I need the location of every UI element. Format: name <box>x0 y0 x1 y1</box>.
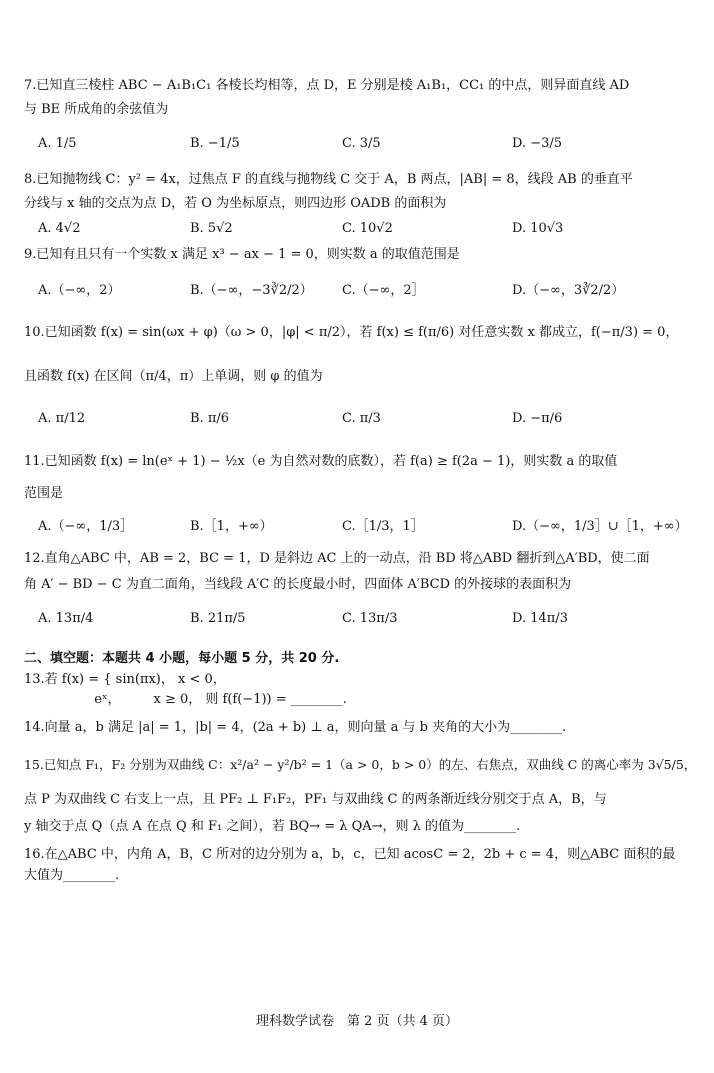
q11-stem-line1: 11.已知函数 f(x) = ln(eˣ + 1) − ½x（e 为自然对数的底数），若 f(a) ≥ f(2a − 1)，则实数 a 的取值 <box>24 454 618 469</box>
q9-option-c: C.（−∞，2］ <box>342 283 425 298</box>
q8-options <box>38 218 678 240</box>
q7-option-b: B. −1/5 <box>190 136 240 151</box>
q7-option-a: A. 1/5 <box>38 136 77 151</box>
page-footer: 理科数学试卷 第 2 页（共 4 页） <box>255 1014 459 1029</box>
q7-option-c: C. 3/5 <box>342 136 381 151</box>
q13-stem-line2: eˣ， x ≥ 0， 则 f(f(−1)) = ________. <box>24 692 347 707</box>
q12-options <box>38 608 678 630</box>
q15-stem-line2: 点 P 为双曲线 C 右支上一点，且 PF₂ ⊥ F₁F₂，PF₁ 与双曲线 C 的两条渐近线分别交于点 A，B，与 <box>24 792 607 807</box>
q8-stem-line2: 分线与 x 轴的交点为点 D，若 O 为坐标原点，则四边形 OADB 的面积为 <box>24 196 447 211</box>
q12-option-b: B. 21π/5 <box>190 611 246 626</box>
q12-option-c: C. 13π/3 <box>342 611 398 626</box>
q16-stem-line1: 16.在△ABC 中，内角 A，B，C 所对的边分别为 a，b，c，已知 acosC = 2，2b + c = 4，则△ABC 面积的最 <box>24 847 676 862</box>
q7-stem-line1: 7.已知直三棱柱 ABC − A₁B₁C₁ 各棱长均相等，点 D，E 分别是棱 A₁B₁，CC₁ 的中点，则异面直线 AD <box>24 78 630 93</box>
q15-stem-line3: y 轴交于点 Q（点 A 在点 Q 和 F₁ 之间），若 BQ→ = λ QA→，则 λ 的值为________. <box>24 819 521 834</box>
q13-stem-line1: 13.若 f(x) = { sin(πx)， x < 0， <box>24 672 226 687</box>
q9-option-b: B.（−∞，−3∛2/2） <box>190 283 313 298</box>
q12-option-d: D. 14π/3 <box>512 611 568 626</box>
q11-options <box>38 516 688 538</box>
q9-option-d: D.（−∞，3∛2/2） <box>512 283 625 298</box>
q14-stem: 14.向量 a，b 满足 |a| = 1，|b| = 4，(2a + b) ⊥ a，则向量 a 与 b 夹角的大小为________. <box>24 720 567 735</box>
q9-options <box>38 280 678 302</box>
q12-stem-line2: 角 A′ − BD − C 为直二面角，当线段 A′C 的长度最小时，四面体 A′BCD 的外接球的表面积为 <box>24 577 572 592</box>
q9-stem-line1: 9.已知有且只有一个实数 x 满足 x³ − ax − 1 = 0，则实数 a 的取值范围是 <box>24 247 460 262</box>
q16-stem-line2: 大值为________. <box>24 868 120 883</box>
q10-option-d: D. −π/6 <box>512 411 563 426</box>
q8-stem-line1: 8.已知抛物线 C：y² = 4x，过焦点 F 的直线与抛物线 C 交于 A，B 两点，|AB| = 8，线段 AB 的垂直平 <box>24 172 633 187</box>
q11-option-a: A.（−∞，1/3］ <box>38 519 134 534</box>
q8-option-d: D. 10√3 <box>512 221 564 236</box>
q8-option-a: A. 4√2 <box>38 221 81 236</box>
q9-option-a: A.（−∞，2） <box>38 283 121 298</box>
q7-option-d: D. −3/5 <box>512 136 563 151</box>
q11-option-c: C.［1/3，1］ <box>342 519 424 534</box>
q10-option-b: B. π/6 <box>190 411 230 426</box>
q7-stem-line2: 与 BE 所成角的余弦值为 <box>24 102 169 117</box>
q12-stem-line1: 12.直角△ABC 中，AB = 2，BC = 1，D 是斜边 AC 上的一动点，沿 BD 将△ABD 翻折到△A′BD，使二面 <box>24 551 650 566</box>
q8-option-c: C. 10√2 <box>342 221 393 236</box>
q8-option-b: B. 5√2 <box>190 221 233 236</box>
q10-stem-line1: 10.已知函数 f(x) = sin(ωx + φ)（ω > 0，|φ| < π/2），若 f(x) ≤ f(π/6) 对任意实数 x 都成立，f(−π/3) = 0， <box>24 325 679 340</box>
q11-option-d: D.（−∞，1/3］∪［1，+∞） <box>512 519 688 534</box>
q15-stem-line1: 15.已知点 F₁，F₂ 分别为双曲线 C：x²/a² − y²/b² = 1（a > 0，b > 0）的左、右焦点，双曲线 C 的离心率为 3√5/5， <box>24 757 697 772</box>
q10-stem-line2: 且函数 f(x) 在区间（π/4，π）上单调，则 φ 的值为 <box>24 369 323 384</box>
q12-option-a: A. 13π/4 <box>38 611 94 626</box>
section-fill-in-heading: 二、填空题：本题共 4 小题，每小题 5 分，共 20 分. <box>24 651 340 666</box>
q10-option-a: A. π/12 <box>38 411 86 426</box>
q10-option-c: C. π/3 <box>342 411 381 426</box>
q11-option-b: B.［1，+∞） <box>190 519 273 534</box>
q7-options <box>38 133 678 155</box>
q10-options <box>38 408 678 430</box>
q11-stem-line2: 范围是 <box>24 486 64 501</box>
